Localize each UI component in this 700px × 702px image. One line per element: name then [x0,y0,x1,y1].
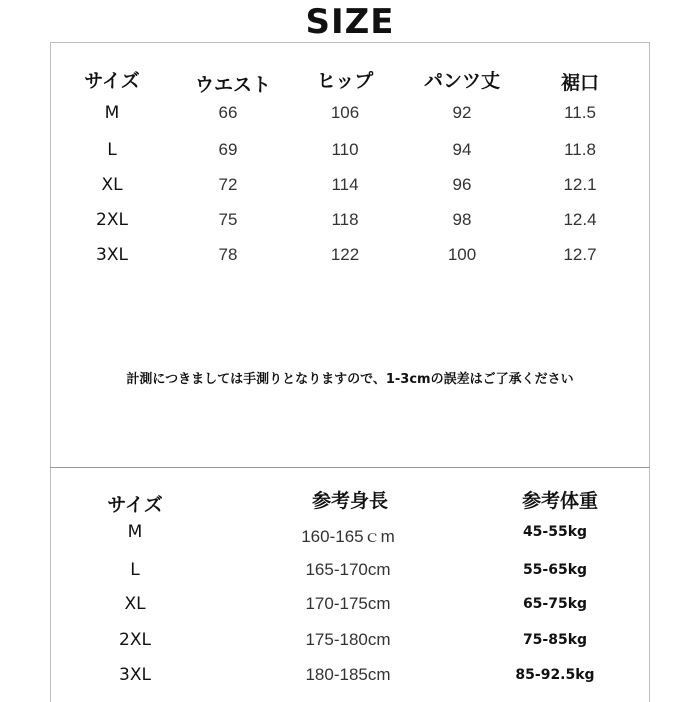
table-cell: 98 [452,210,472,229]
size-label: L [107,140,117,160]
size-label: XL [124,594,146,614]
table-cell: 96 [452,175,472,194]
table-cell: 92 [452,103,472,122]
table-cell: 78 [218,245,238,264]
table-cell: 94 [452,140,472,159]
header-hip: ヒップ [316,70,374,92]
table-cell: 106 [330,103,360,122]
header-ref-height: 参考身長 [311,490,388,512]
weight-cell: 45-55kg [522,524,588,540]
weight-cell: 55-65kg [522,562,588,578]
table-cell: 75 [218,210,238,229]
table-cell: 11.5 [564,103,596,122]
table-cell: 12.1 [563,175,597,194]
table-cell: 69 [218,140,238,159]
size-label: M [104,103,120,123]
table-cell: 122 [330,245,360,264]
header-waist: ウエスト [194,74,271,96]
height-cell: 165-170cm [305,560,391,579]
height-cell: 175-180cm [305,630,391,649]
height-cell: 160-165ｃm [301,527,395,546]
header-size: サイズ [84,70,140,92]
header-size-ref: サイズ [107,494,163,516]
size-label: 2XL [96,210,128,230]
section-divider [50,467,650,468]
header-pants-length: パンツ丈 [423,70,500,92]
size-label: 2XL [119,630,151,650]
table-cell: 114 [331,175,359,194]
size-label: M [127,522,143,542]
size-label: L [130,560,140,580]
table-cell: 12.7 [563,245,597,264]
measurement-note: 計測につきましては手測りとなりますので、1-3cmの誤差はご了承ください [126,372,574,387]
table-cell: 12.4 [563,210,597,229]
size-label: 3XL [96,245,128,265]
weight-cell: 65-75kg [522,596,588,612]
size-label: 3XL [119,665,151,685]
weight-cell: 85-92.5kg [515,667,595,683]
header-hem: 裾口 [560,72,599,94]
table-cell: 100 [447,245,477,264]
header-ref-weight: 参考体重 [521,490,598,512]
table-cell: 110 [331,140,359,159]
size-label: XL [101,175,123,195]
height-cell: 170-175cm [305,594,391,613]
page-title: SIZE [305,2,395,42]
table-cell: 118 [331,210,359,229]
table-cell: 11.8 [564,140,596,159]
height-cell: 180-185cm [305,665,391,684]
weight-cell: 75-85kg [522,632,588,648]
table-cell: 66 [218,103,238,122]
table-cell: 72 [218,175,238,194]
